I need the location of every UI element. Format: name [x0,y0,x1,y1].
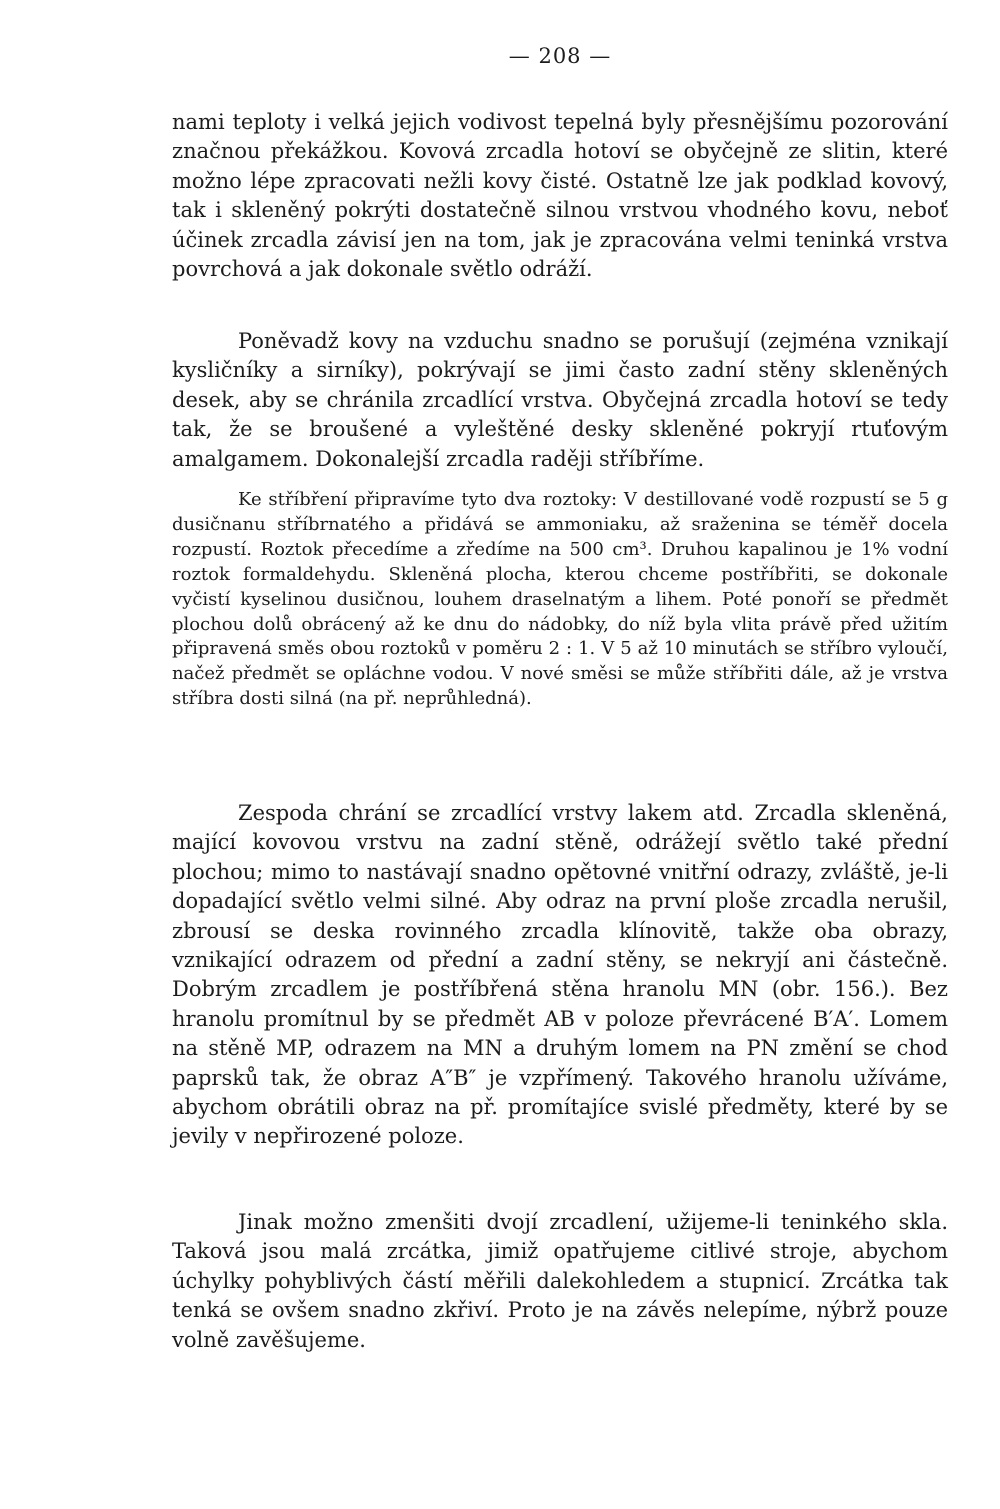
paragraph-silvering-procedure: Ke stříbření připravíme tyto dva roztoky: V destillované vodě rozpustí se 5 g dusičnanu stříbrnatého a přidává se ammoniaku, až sraženina se téměř docela rozpustí. Roztok přecedíme a zředíme na 500 cm³. Druhou kapalinou je 1% vodní roztok formaldehydu. Skleněná plocha, kterou chceme postříbřiti, se dokonale vyčistí kyselinou dusičnou, louhem draselnatým a lihem. Poté ponoří se předmět plochou dolů obrácený až ke dnu do nádobky, do níž byla vlita právě před užitím připravená směs obou roztoků v poměru 2 : 1. V 5 až 10 minutách se stříbro vyloučí, načež předmět se opláchne vodou. V nové směsi se může stříbřiti dále, až je vrstva stříbra dosti silná (na př. neprůhledná). [172,489,948,710]
paragraph-glass-mirrors: Zespoda chrání se zrcadlící vrstvy lakem atd. Zrcadla skleněná, mající kovovou vrstvu na zadní stěně, odrážejí světlo také přední plochou; mimo to nastávají snadno opětovné vnitřní odrazy, zvláště, je-li dopadající světlo velmi silné. Aby odraz na první ploše zrcadla nerušil, zbrousí se deska rovinného zrcadla klínovitě, takže oba obrazy, vznikající odrazem od přední a zadní stěny, se nekryjí ani částečně. Dobrým zrcadlem je postříbřená stěna hranolu MN (obr. 156.). Bez hranolu promítnul by se předmět AB v poloze převrácené B′A′. Lomem na stěně MP, odrazem na MN a druhým lomem na PN změní se chod paprsků tak, že obraz A″B″ je vzpřímený. Takového hranolu užíváme, abychom obrátili obraz na př. promítajíce svislé předměty, které by se jevily v nepřirozené poloze. [172,801,948,1149]
page-number: — 208 — [508,44,612,68]
paragraph-thin-mirrors: Jinak možno zmenšiti dvojí zrcadlení, užijeme-li teninkého skla. Taková jsou malá zrcátka, jimiž opatřujeme citlivé stroje, abychom úchylky pohyblivých částí měřili dalekohledem a stupnicí. Zrcátka tak tenká se ovšem snadno zkřiví. Proto je na závěs nelepíme, nýbrž pouze volně zavěšujeme. [172,1210,948,1352]
paragraph-metal-corrosion: Poněvadž kovy na vzduchu snadno se porušují (zejména vznikají kysličníky a sirníky), pokrývají se jimi často zadní stěny skleněných desek, aby se chránila zrcadlící vrstva. Obyčejná zrcadla hotoví se tedy tak, že se broušené a vyleštěné desky skleněné pokryjí rtuťovým amalgamem. Dokonalejší zrcadla raději stříbříme. [172,329,948,471]
paragraph-continuation: nami teploty i velká jejich vodivost tepelná byly přesnějšímu pozorování značnou překážkou. Kovová zrcadla hotoví se obyčejně ze slitin, které možno lépe zpracovati nežli kovy čisté. Ostatně lze jak podklad kovový, tak i skleněný pokrýti dostatečně silnou vrstvou vhodného kovu, neboť účinek zrcadla závisí jen na tom, jak je zpracována velmi teninká vrstva povrchová a jak dokonale světlo odráží. [172,110,948,282]
